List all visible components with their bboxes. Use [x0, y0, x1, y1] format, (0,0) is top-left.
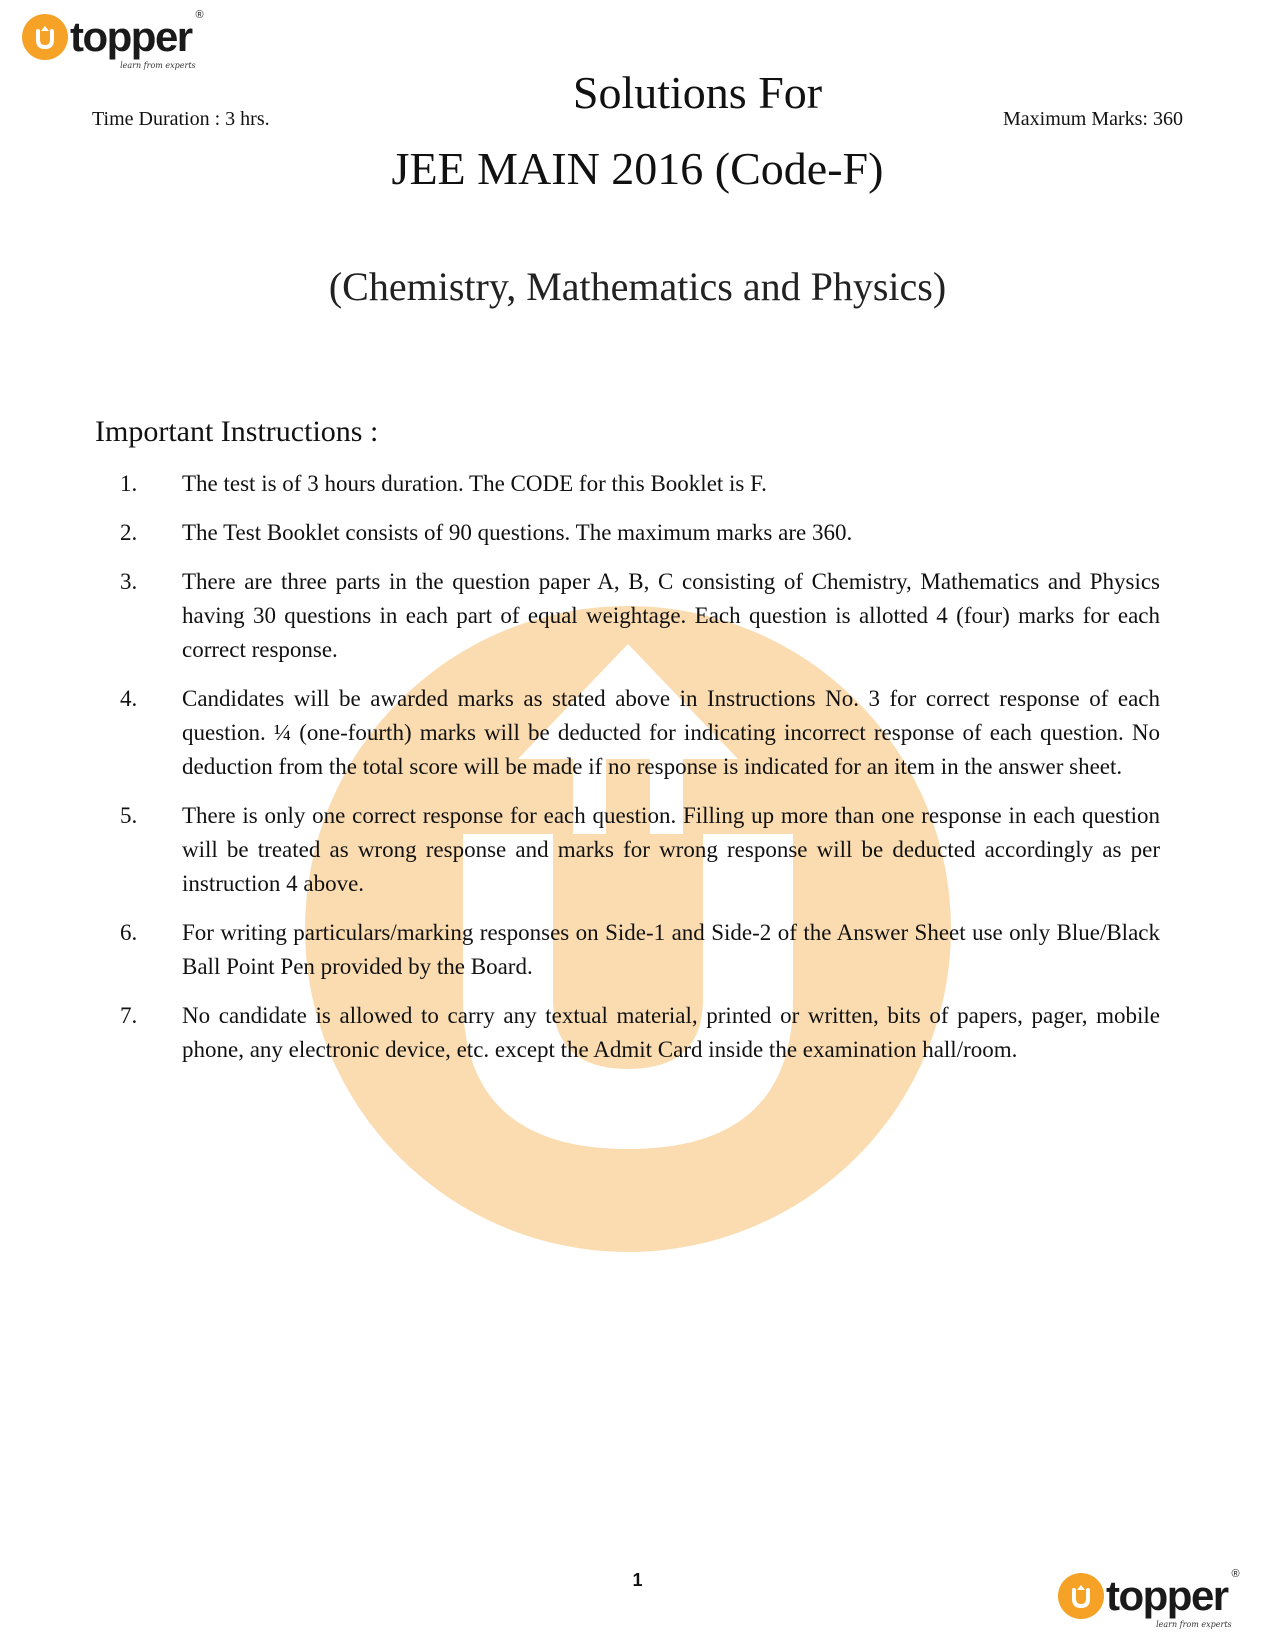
instruction-number: 2. [120, 520, 138, 545]
instruction-item [120, 565, 1160, 667]
instructions-heading: Important Instructions : [95, 415, 379, 448]
instruction-item [120, 516, 1160, 550]
page-title-line1 [0, 66, 1275, 119]
instruction-number: 1. [120, 471, 138, 496]
instruction-item [120, 916, 1160, 984]
topper-u-icon [1058, 1573, 1104, 1619]
instruction-text: Candidates will be awarded marks as stated above in Instructions No. 3 for correct response of each question. ¼ (one-fourth) marks will be deducted for indicating incorrect response of each question. No deduction from the total score will be made if no response is indicated for an item in the answer sheet. [182, 686, 1160, 779]
instruction-item [120, 467, 1160, 501]
logo-tagline: learn from experts [120, 61, 196, 70]
instruction-item [120, 999, 1160, 1067]
instructions-list [120, 467, 1160, 1082]
registered-mark: ® [195, 9, 204, 21]
instruction-text: The Test Booklet consists of 90 questions. The maximum marks are 360. [182, 520, 853, 545]
topper-logo [22, 9, 204, 70]
instruction-number: 4. [120, 686, 138, 711]
instruction-text: For writing particulars/marking responses on Side-1 and Side-2 of the Answer Sheet use only Blue/Black Ball Point Pen provided by the Board. [182, 920, 1160, 979]
instruction-text: There is only one correct response for each question. Filling up more than one response in each question will be treated as wrong response and marks for wrong response will be deducted accordingly as per instruction 4 above. [182, 803, 1160, 896]
logo-tagline: learn from experts [1156, 1620, 1232, 1629]
instruction-item [120, 799, 1160, 901]
instruction-text: There are three parts in the question paper A, B, C consisting of Chemistry, Mathematics and Physics having 30 questions in each part of equal weightage. Each question is allotted 4 (four) marks for each correct response. [182, 569, 1160, 662]
page-number: 1 [632, 1570, 643, 1590]
time-duration: Time Duration : 3 hrs. [92, 108, 270, 130]
maximum-marks: Maximum Marks: 360 [1003, 108, 1183, 130]
instruction-text: The test is of 3 hours duration. The CODE for this Booklet is F. [182, 471, 767, 496]
instruction-number: 6. [120, 920, 138, 945]
logo-wordmark: topper [1106, 1572, 1228, 1619]
instruction-text: No candidate is allowed to carry any textual material, printed or written, bits of papers, pager, mobile phone, any electronic device, etc. except the Admit Card inside the examination hall/room. [182, 1003, 1160, 1062]
page-title-line2: JEE MAIN 2016 (Code-F) [391, 143, 884, 194]
topper-logo-footer [1058, 1568, 1240, 1629]
topper-u-icon [22, 14, 68, 60]
instruction-number: 5. [120, 803, 138, 828]
instruction-number: 3. [120, 569, 138, 594]
instruction-item [120, 682, 1160, 784]
registered-mark: ® [1231, 1568, 1240, 1580]
title-line1-text: Solutions For [572, 67, 823, 118]
page-subtitle: (Chemistry, Mathematics and Physics) [328, 264, 947, 309]
instruction-number: 7. [120, 1003, 138, 1028]
logo-wordmark: topper [70, 13, 192, 60]
